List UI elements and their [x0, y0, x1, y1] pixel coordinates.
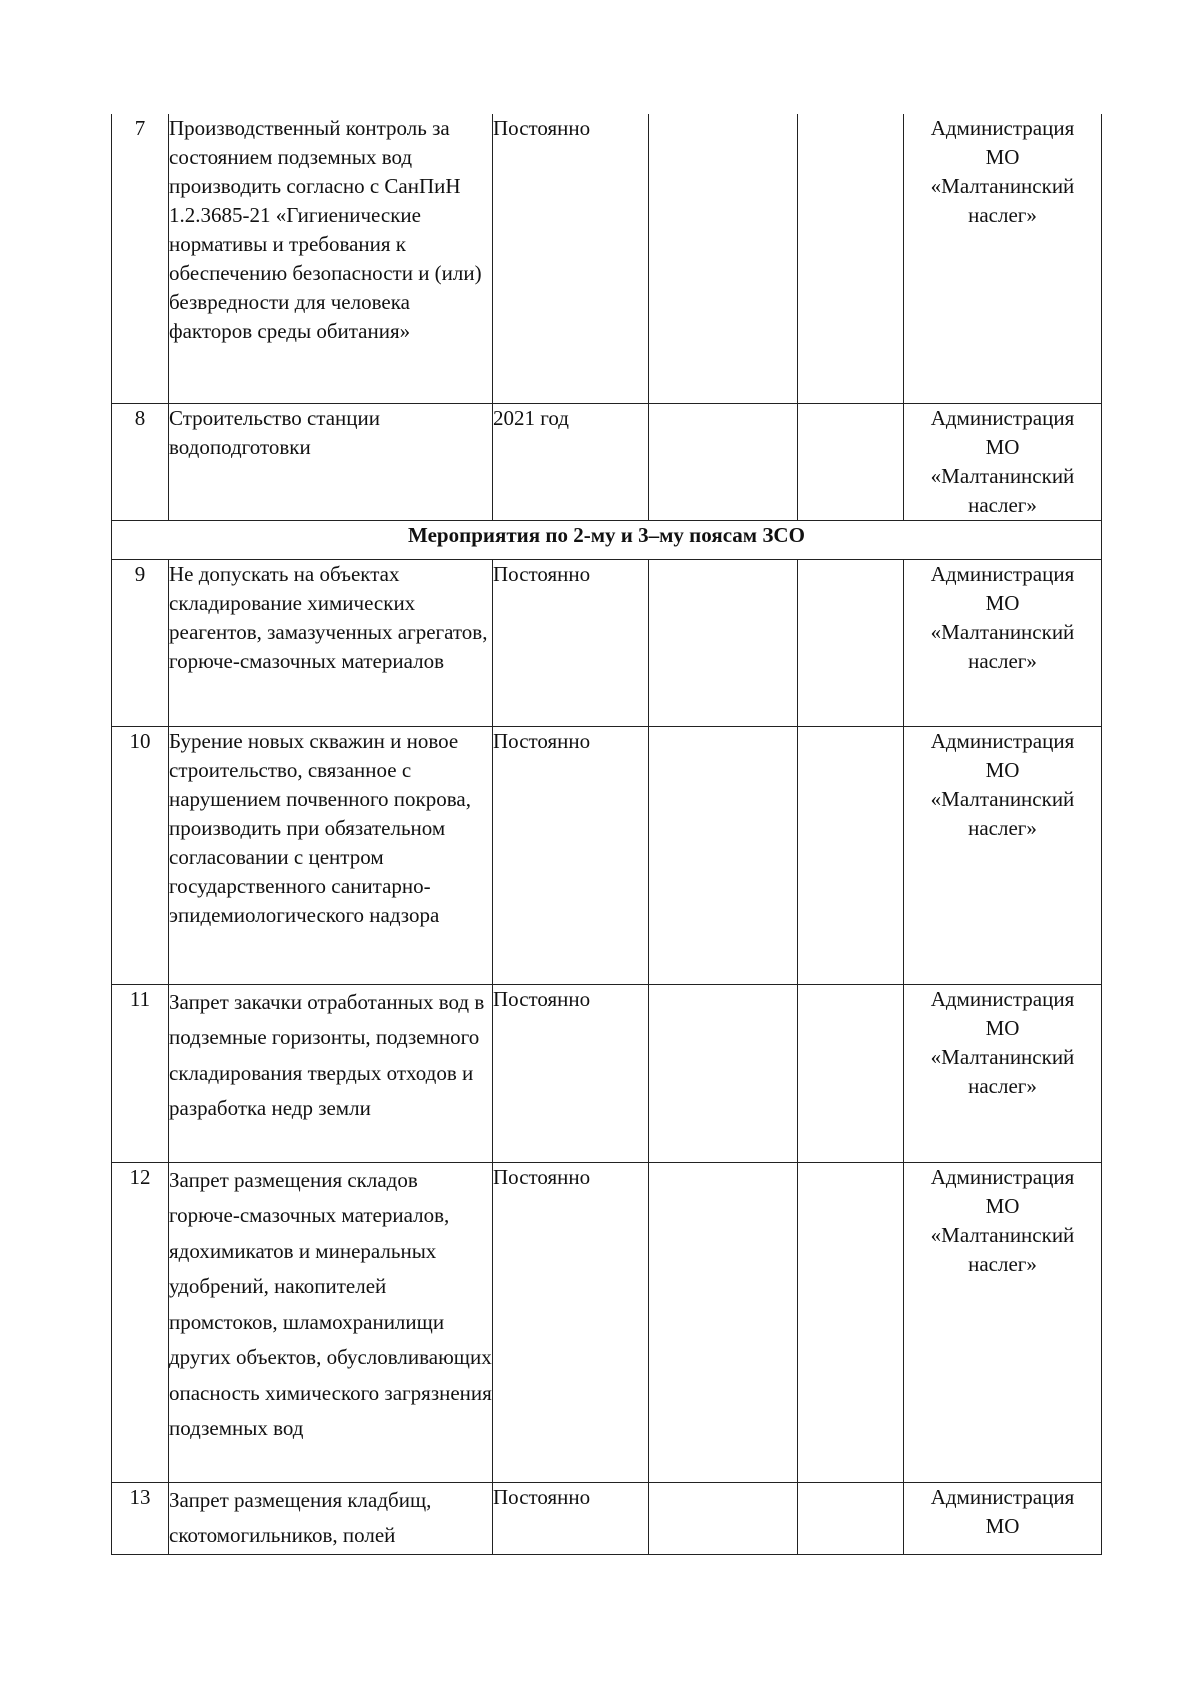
responsible-line: «Малтанинский: [930, 174, 1075, 198]
term-cell: 2021 год: [493, 403, 649, 520]
responsible-line: Администрация: [930, 1484, 1075, 1509]
empty-cell: [649, 559, 798, 726]
responsible-line: Администрация: [930, 405, 1075, 430]
responsible-cell: [904, 984, 1102, 1162]
table-row: [112, 403, 1102, 520]
responsible-line: МО: [985, 1513, 1020, 1538]
empty-cell: [649, 1162, 798, 1482]
term-cell: Постоянно: [493, 984, 649, 1162]
row-number: 9: [112, 559, 169, 726]
row-number: 10: [112, 726, 169, 984]
responsible-line: наслег»: [968, 1073, 1037, 1098]
table-row: [112, 559, 1102, 726]
empty-cell: [649, 984, 798, 1162]
row-number: 11: [112, 984, 169, 1162]
measures-table: [111, 114, 1102, 1555]
empty-cell: [649, 403, 798, 520]
section-row: [112, 520, 1102, 559]
responsible-line: наслег»: [968, 1251, 1037, 1276]
table-row: [112, 726, 1102, 984]
action-cell: Производственный контроль за состоянием подземных вод производить согласно с СанПиН 1.2.3685-21 «Гигиенические нормативы и требования к обеспечению безопасности и (или) безвредности для человека факторов среды обитания»: [169, 114, 493, 403]
responsible-cell: [904, 114, 1102, 403]
empty-cell: [798, 114, 904, 403]
responsible-line: Администрация: [930, 1164, 1075, 1189]
empty-cell: [798, 726, 904, 984]
table-row: [112, 984, 1102, 1162]
responsible-line: МО: [985, 434, 1020, 459]
row-number: 13: [112, 1482, 169, 1554]
responsible-cell: [904, 726, 1102, 984]
responsible-line: «Малтанинский: [930, 463, 1075, 488]
responsible-cell: [904, 559, 1102, 726]
empty-cell: [649, 1482, 798, 1554]
table-row: [112, 1482, 1102, 1554]
responsible-line: Администрация: [930, 116, 1075, 140]
responsible-line: МО: [985, 757, 1020, 782]
empty-cell: [798, 984, 904, 1162]
empty-cell: [798, 403, 904, 520]
action-cell: Запрет размещения кладбищ, скотомогильников, полей: [169, 1482, 493, 1554]
term-cell: Постоянно: [493, 114, 649, 403]
action-cell: Не допускать на объектах складирование химических реагентов, замазученных агрегатов, горюче-смазочных материалов: [169, 559, 493, 726]
responsible-line: МО: [985, 1015, 1020, 1040]
responsible-line: Администрация: [930, 728, 1075, 753]
row-number: 12: [112, 1162, 169, 1482]
responsible-line: МО: [985, 1193, 1020, 1218]
responsible-line: Администрация: [930, 561, 1075, 586]
responsible-line: Администрация: [930, 986, 1075, 1011]
row-number: 8: [112, 403, 169, 520]
action-cell: Бурение новых скважин и новое строительство, связанное с нарушением почвенного покрова, производить при обязательном согласовании с центром государственного санитарно-эпидемиологического надзора: [169, 726, 493, 984]
responsible-line: МО: [985, 590, 1020, 615]
responsible-line: «Малтанинский: [930, 1044, 1075, 1069]
responsible-line: наслег»: [968, 203, 1037, 227]
empty-cell: [649, 114, 798, 403]
action-cell: Запрет закачки отработанных вод в подземные горизонты, подземного складирования твердых отходов и разработка недр земли: [169, 984, 493, 1162]
row-number: 7: [112, 114, 169, 403]
responsible-line: «Малтанинский: [930, 619, 1075, 644]
empty-cell: [798, 559, 904, 726]
responsible-line: наслег»: [968, 815, 1037, 840]
empty-cell: [798, 1482, 904, 1554]
action-cell: Запрет размещения складов горюче-смазочных материалов, ядохимикатов и минеральных удобрений, накопителей промстоков, шламохранилищи других объектов, обусловливающих опасность химического загрязнения подземных вод: [169, 1162, 493, 1482]
term-cell: Постоянно: [493, 1162, 649, 1482]
term-cell: Постоянно: [493, 1482, 649, 1554]
responsible-line: «Малтанинский: [930, 786, 1075, 811]
responsible-line: МО: [985, 145, 1020, 169]
responsible-cell: [904, 1482, 1102, 1554]
responsible-cell: [904, 1162, 1102, 1482]
action-cell: Строительство станции водоподготовки: [169, 403, 493, 520]
section-title: Мероприятия по 2-му и 3–му поясам ЗСО: [112, 520, 1102, 559]
empty-cell: [649, 726, 798, 984]
table-row: [112, 1162, 1102, 1482]
responsible-cell: [904, 403, 1102, 520]
term-cell: Постоянно: [493, 559, 649, 726]
term-cell: Постоянно: [493, 726, 649, 984]
responsible-line: «Малтанинский: [930, 1222, 1075, 1247]
responsible-line: наслег»: [968, 492, 1037, 517]
responsible-line: наслег»: [968, 648, 1037, 673]
table-row: [112, 114, 1102, 403]
empty-cell: [798, 1162, 904, 1482]
